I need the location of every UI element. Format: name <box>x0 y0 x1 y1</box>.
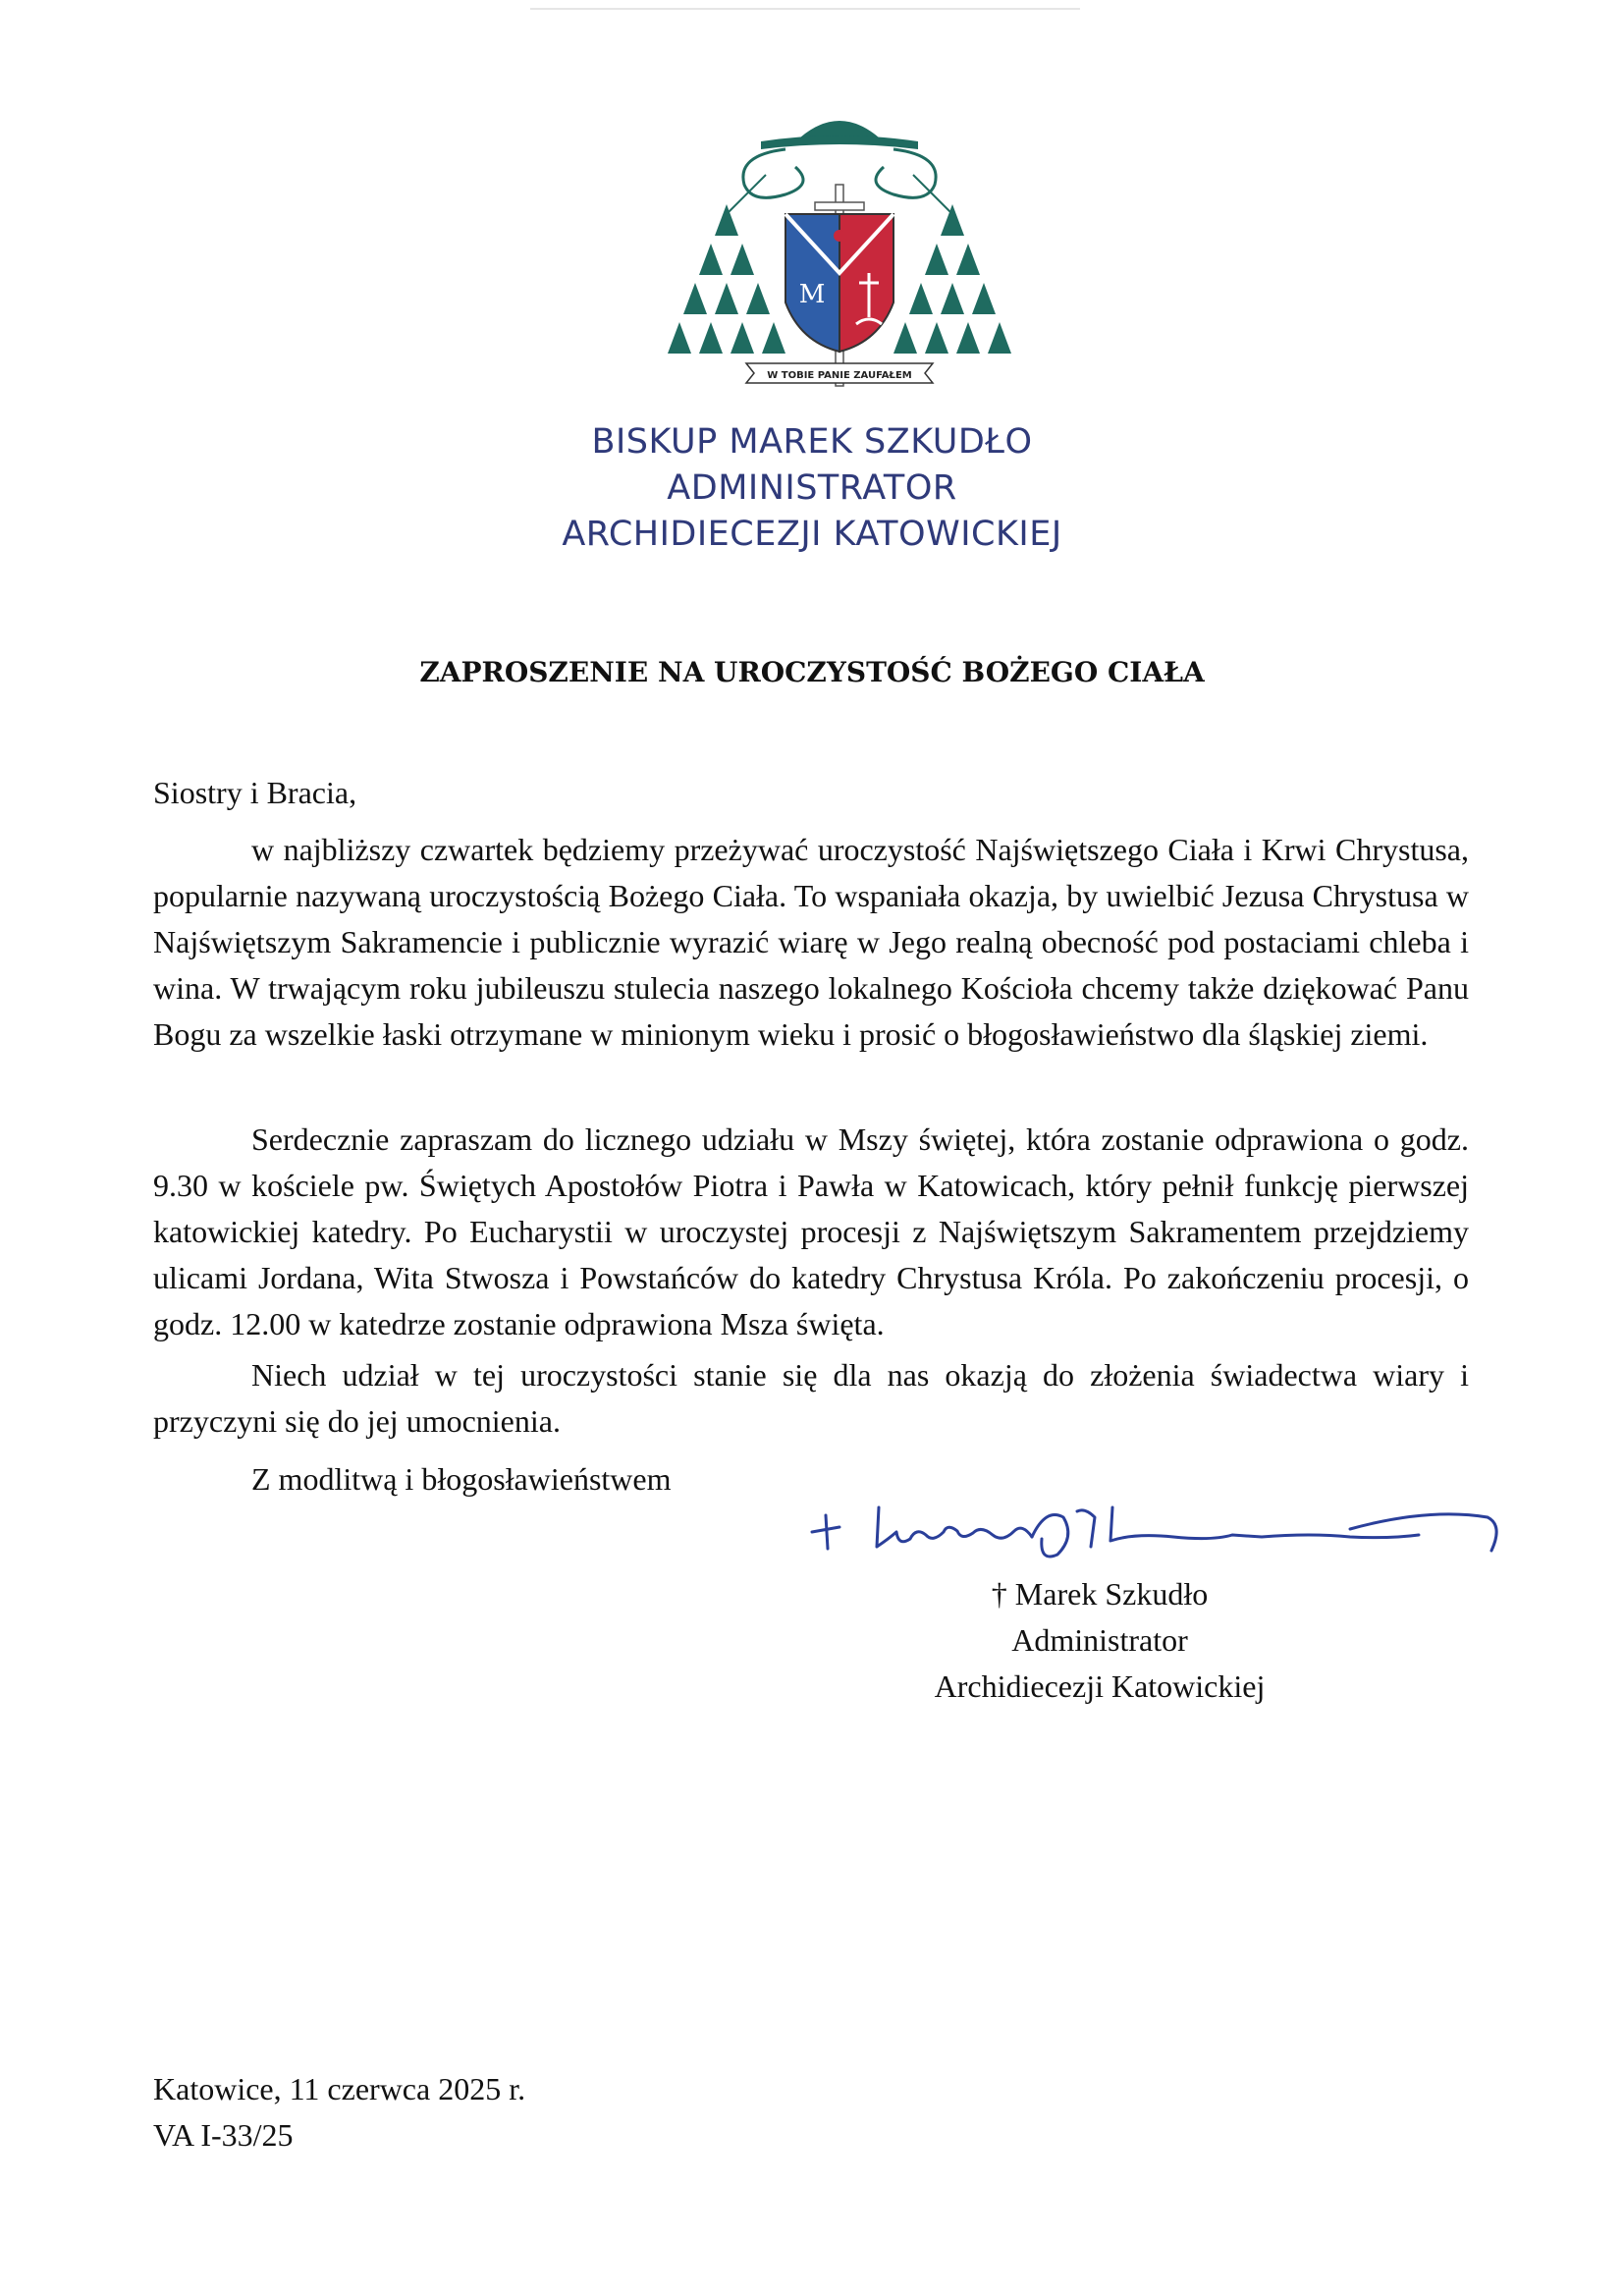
signer-role: Administrator <box>1011 1622 1188 1658</box>
signer-name: † Marek Szkudło <box>991 1576 1209 1612</box>
paragraph-2: Serdecznie zapraszam do licznego udziału w Mszy świętej, która zostanie odprawiona o godz. 9.30 w kościele pw. Świętych Apostołów Piotra i Pawła w Katowicach, który pełnił funkcję pierwszej katowickiej katedry. Po Eucharystii w uroczystej procesji z Najświętszym Sakramentem przejdziemy ulicami Jordana, Wita Stwosza i Powstańców do katedry Chrystusa Króla. Po zakończeniu procesji, o godz. 12.00 w katedrze zostanie odprawiona Msza święta. <box>153 1121 1469 1341</box>
closing-line: Z modlitwą i błogosławieństwem <box>251 1461 672 1497</box>
scan-edge-line <box>530 8 1080 10</box>
greeting: Siostry i Bracia, <box>153 775 357 810</box>
handwritten-signature <box>800 1478 1517 1581</box>
reference-number: VA I-33/25 <box>153 2117 294 2153</box>
motto-text: W TOBIE PANIE ZAUFAŁEM <box>767 370 912 381</box>
letter-date: Katowice, 11 czerwca 2025 r. <box>153 2071 526 2106</box>
paragraph-1: w najbliższy czwartek będziemy przeżywać uroczystość Najświętszego Ciała i Krwi Chrystusa, popularnie nazywaną uroczystością Bożego Ciała. To wspaniała okazja, by uwielbić Jezusa Chrystusa w Najświętszym Sakramencie i publicznie wyrazić wiarę w Jego realną obecność pod postaciami chleba i wina. W trwającym roku jubileuszu stulecia naszego lokalnego Kościoła chcemy także dziękować Panu Bogu za wszelkie łaski otrzymane w minionym wieku i prosić o błogosławieństwo dla śląskiej ziemi. <box>153 832 1469 1052</box>
paragraph-3: Niech udział w tej uroczystości stanie się dla nas okazją do złożenia świadectwa wiary i przyczyni się do jej umocnienia. <box>153 1357 1469 1439</box>
signer-diocese: Archidiecezji Katowickiej <box>934 1668 1266 1704</box>
archdiocese-title: ARCHIDIECEZJI KATOWICKIEJ <box>562 515 1062 554</box>
coat-of-arms-emblem <box>668 106 1011 410</box>
letter-title: ZAPROSZENIE NA UROCZYSTOŚĆ BOŻEGO CIAŁA <box>419 656 1205 688</box>
shield-letter: M <box>798 280 826 309</box>
office-title: ADMINISTRATOR <box>667 468 957 508</box>
bishop-title: BISKUP MAREK SZKUDŁO <box>591 422 1033 462</box>
